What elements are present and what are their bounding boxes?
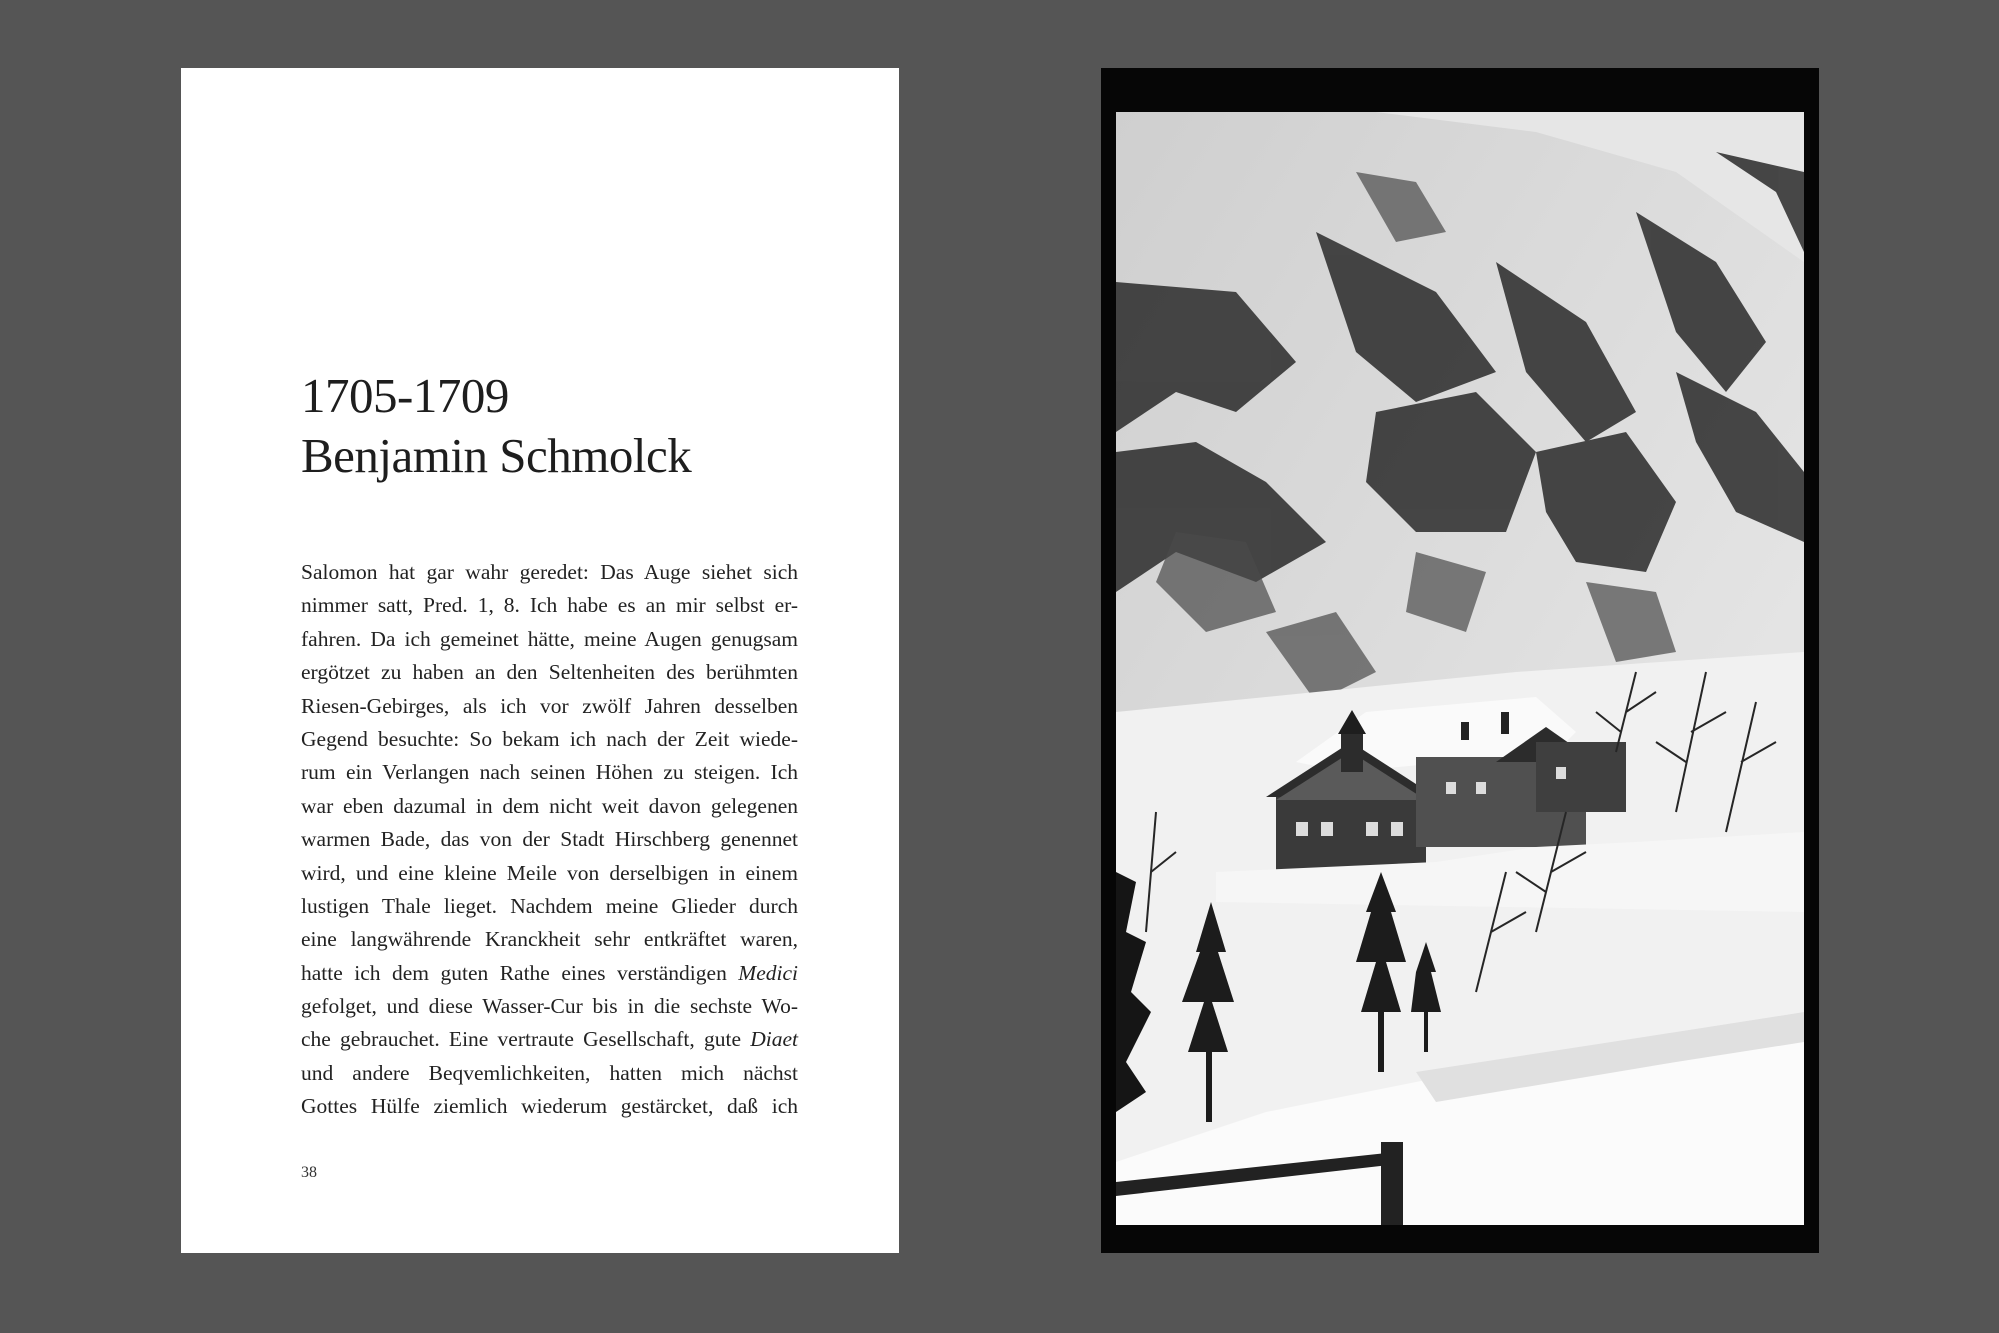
paragraph-line-text: ergötzet zu haben an den Seltenheiten des berühmten	[301, 660, 798, 685]
right-page	[1101, 68, 1819, 1253]
paragraph-line-text: war eben dazumal in dem nicht weit davon gelegenen	[301, 793, 798, 818]
paragraph-line	[301, 890, 798, 923]
paragraph-line	[301, 790, 798, 823]
paragraph-line-text: gefolget, und diese Wasser-Cur bis in die sechste Wo-	[301, 994, 798, 1019]
left-page	[181, 68, 899, 1253]
paragraph-line-text: lustigen Thale lieget. Nachdem meine Glieder durch	[301, 893, 798, 918]
paragraph-line-text: nimmer satt, Pred. 1, 8. Ich habe es an mir selbst er-	[301, 593, 798, 618]
paragraph-line-text: Riesen-Gebirges, als ich vor zwölf Jahren desselben	[301, 693, 798, 718]
paragraph-line-text: und andere Beqvemlichkeiten, hatten mich nächst	[301, 1060, 798, 1085]
paragraph-line	[301, 589, 798, 622]
paragraph-line	[301, 990, 798, 1023]
page-number: 38	[301, 1164, 317, 1181]
body-paragraph	[301, 556, 798, 1124]
paragraph-line-text: che gebrauchet. Eine vertraute Gesellschaft, gute	[301, 1027, 751, 1052]
paragraph-line	[301, 1057, 798, 1090]
chapter-author: Benjamin Schmolck	[301, 428, 692, 483]
paragraph-line	[301, 1090, 798, 1123]
snowy-mountain-hut-photo	[1116, 112, 1804, 1225]
paragraph-line-text: Gegend besuchte: So bekam ich nach der Zeit wiede-	[301, 726, 798, 751]
paragraph-line	[301, 623, 798, 656]
paragraph-line-text: rum ein Verlangen nach seinen Höhen zu steigen. Ich	[301, 760, 798, 785]
paragraph-line-text: fahren. Da ich gemeinet hätte, meine Augen genugsam	[301, 626, 798, 651]
paragraph-line	[301, 957, 798, 990]
paragraph-line	[301, 756, 798, 789]
paragraph-line	[301, 556, 798, 589]
chapter-year-range: 1705-1709	[301, 368, 509, 423]
paragraph-line-text: Salomon hat gar wahr geredet: Das Auge siehet sich	[301, 560, 798, 584]
paragraph-line-text: wird, und eine kleine Meile von derselbigen in einem	[301, 860, 798, 885]
paragraph-line	[301, 723, 798, 756]
paragraph-line-text: Gottes Hülfe ziemlich wiederum gestärcket, daß ich	[301, 1094, 798, 1119]
paragraph-line	[301, 690, 798, 723]
paragraph-line-text: hatte ich dem guten Rathe eines verständigen	[301, 960, 739, 985]
paragraph-line-text: warmen Bade, das von der Stadt Hirschberg genennet	[301, 827, 798, 852]
paragraph-line-italic: Diaet	[750, 1027, 798, 1052]
paragraph-line	[301, 1023, 798, 1056]
paragraph-line	[301, 923, 798, 956]
paragraph-line-text: eine langwährende Kranckheit sehr entkräftet waren,	[301, 927, 798, 952]
paragraph-line-italic: Medici	[738, 960, 798, 985]
paragraph-line	[301, 857, 798, 890]
paragraph-line	[301, 656, 798, 689]
paragraph-line	[301, 823, 798, 856]
